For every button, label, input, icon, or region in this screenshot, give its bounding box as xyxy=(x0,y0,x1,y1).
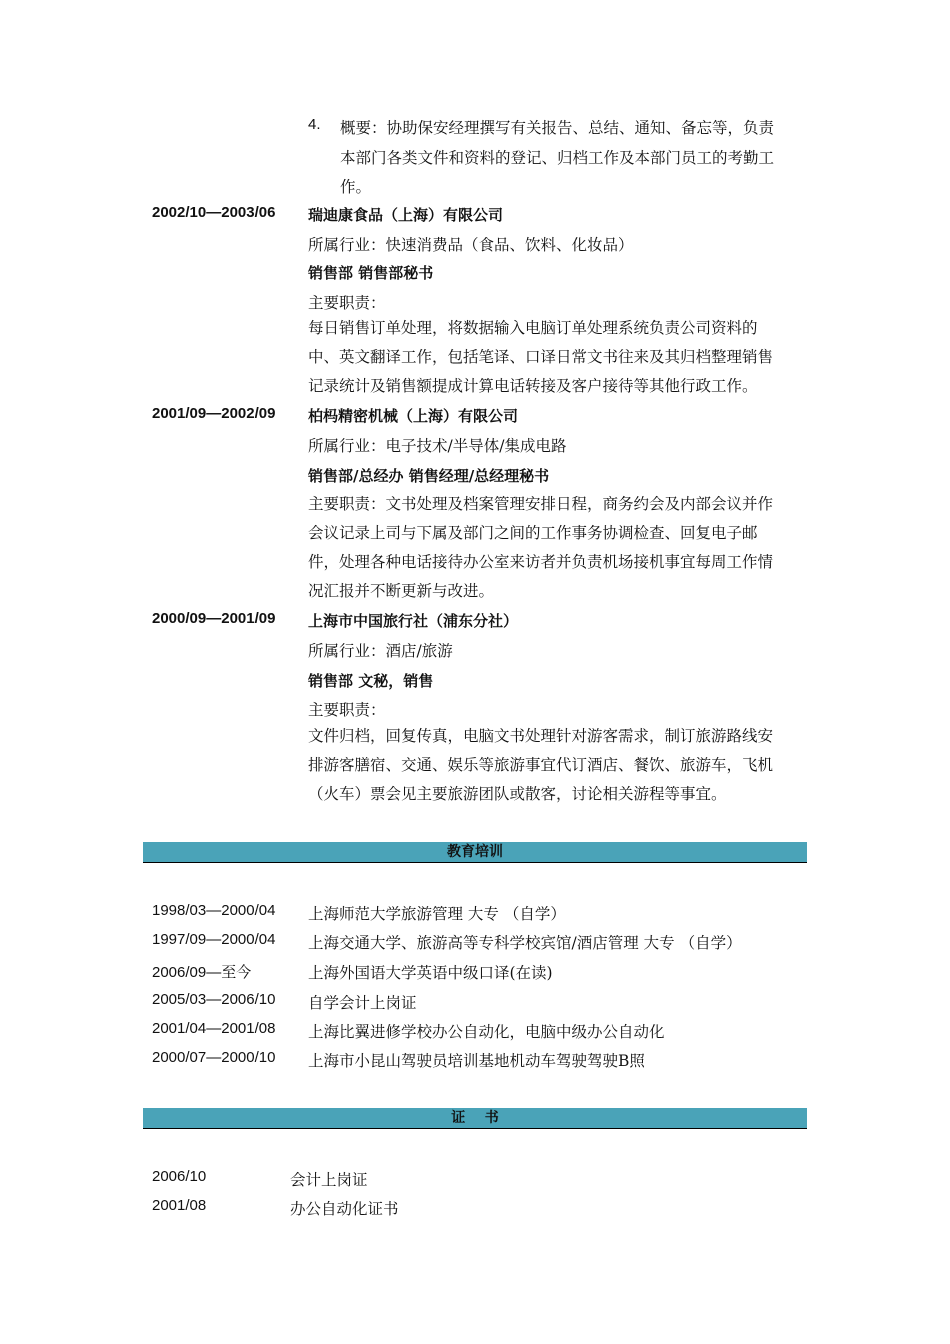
duty-line: （火车）票会见主要旅游团队或散客，讨论相关游程等事宜。 xyxy=(308,785,727,803)
job-dept: 销售部 文秘，销售 xyxy=(308,672,434,690)
job-duties xyxy=(308,314,816,401)
cert-date: 2001/08 xyxy=(152,1197,207,1214)
edu-desc: 上海比翼进修学校办公自动化，电脑中级办公自动化 xyxy=(308,1023,665,1041)
cert-name: 会计上岗证 xyxy=(290,1171,368,1189)
job-company: 瑞迪康食品（上海）有限公司 xyxy=(308,206,504,224)
item4-line-1: 概要：协助保安经理撰写有关报告、总结、通知、备忘等，负责 xyxy=(340,119,775,137)
edu-desc: 上海师范大学旅游管理 大专 （自学） xyxy=(308,905,566,923)
job-period: 2000/09—2001/09 xyxy=(152,610,276,627)
job-period: 2001/09—2002/09 xyxy=(152,405,276,422)
list-item-number: 4. xyxy=(308,116,321,133)
job-industry: 所属行业：电子技术/半导体/集成电路 xyxy=(308,437,567,455)
item4-line-2: 本部门各类文件和资料的登记、归档工作及本部门员工的考勤工 xyxy=(340,149,775,167)
section-title: 证 书 xyxy=(451,1110,499,1126)
duty-line: 件，处理各种电话接待办公室来访者并负责机场接机事宜每周工作情 xyxy=(308,553,774,571)
duty-line: 主要职责：文书处理及档案管理安排日程，商务约会及内部会议并作 xyxy=(308,495,774,513)
job-company: 上海市中国旅行社（浦东分社） xyxy=(308,612,519,630)
job-period: 2002/10—2003/06 xyxy=(152,204,276,221)
section-header-certificates xyxy=(143,1108,807,1129)
duty-line: 况汇报并不断更新与改进。 xyxy=(308,582,495,600)
job-industry: 所属行业：快速消费品（食品、饮料、化妆品） xyxy=(308,236,634,254)
cert-name: 办公自动化证书 xyxy=(290,1200,399,1218)
job-duty-title: 主要职责： xyxy=(308,701,386,719)
duty-line: 文件归档，回复传真，电脑文书处理针对游客需求，制订旅游路线安 xyxy=(308,727,774,745)
duty-line: 记录统计及销售额提成计算电话转接及客户接待等其他行政工作。 xyxy=(308,377,758,395)
cert-date: 2006/10 xyxy=(152,1168,207,1185)
duty-line: 每日销售订单处理，将数据输入电脑订单处理系统负责公司资料的 xyxy=(308,319,758,337)
edu-desc: 上海交通大学、旅游高等专科学校宾馆/酒店管理 大专 （自学） xyxy=(308,934,742,952)
edu-desc: 上海市小昆山驾驶员培训基地机动车驾驶驾驶B照 xyxy=(308,1052,645,1070)
edu-desc: 上海外国语大学英语中级口译(在读) xyxy=(308,964,553,982)
edu-period: 2000/07—2000/10 xyxy=(152,1049,276,1066)
job-duty-title: 主要职责： xyxy=(308,294,386,312)
item4-line-3: 作。 xyxy=(340,178,372,196)
job-company: 柏杩精密机械（上海）有限公司 xyxy=(308,407,519,425)
duty-line: 排游客膳宿、交通、娱乐等旅游事宜代订酒店、餐饮、旅游车，飞机 xyxy=(308,756,774,774)
section-title: 教育培训 xyxy=(447,844,503,860)
duty-line: 中、英文翻译工作，包括笔译、口译日常文书往来及其归档整理销售 xyxy=(308,348,774,366)
job-dept: 销售部 销售部秘书 xyxy=(308,264,434,282)
job-industry: 所属行业：酒店/旅游 xyxy=(308,642,453,660)
edu-desc: 自学会计上岗证 xyxy=(308,994,417,1012)
edu-period: 1997/09—2000/04 xyxy=(152,931,276,948)
edu-period: 2006/09—至今 xyxy=(152,964,252,981)
edu-period: 2005/03—2006/10 xyxy=(152,991,276,1008)
duty-line: 会议记录上司与下属及部门之间的工作事务协调检查、回复电子邮 xyxy=(308,524,758,542)
job-dept: 销售部/总经办 销售经理/总经理秘书 xyxy=(308,467,550,485)
job-duties xyxy=(308,490,816,606)
edu-period: 1998/03—2000/04 xyxy=(152,902,276,919)
job-duties xyxy=(308,722,816,809)
section-header-education xyxy=(143,842,807,863)
edu-period: 2001/04—2001/08 xyxy=(152,1020,276,1037)
